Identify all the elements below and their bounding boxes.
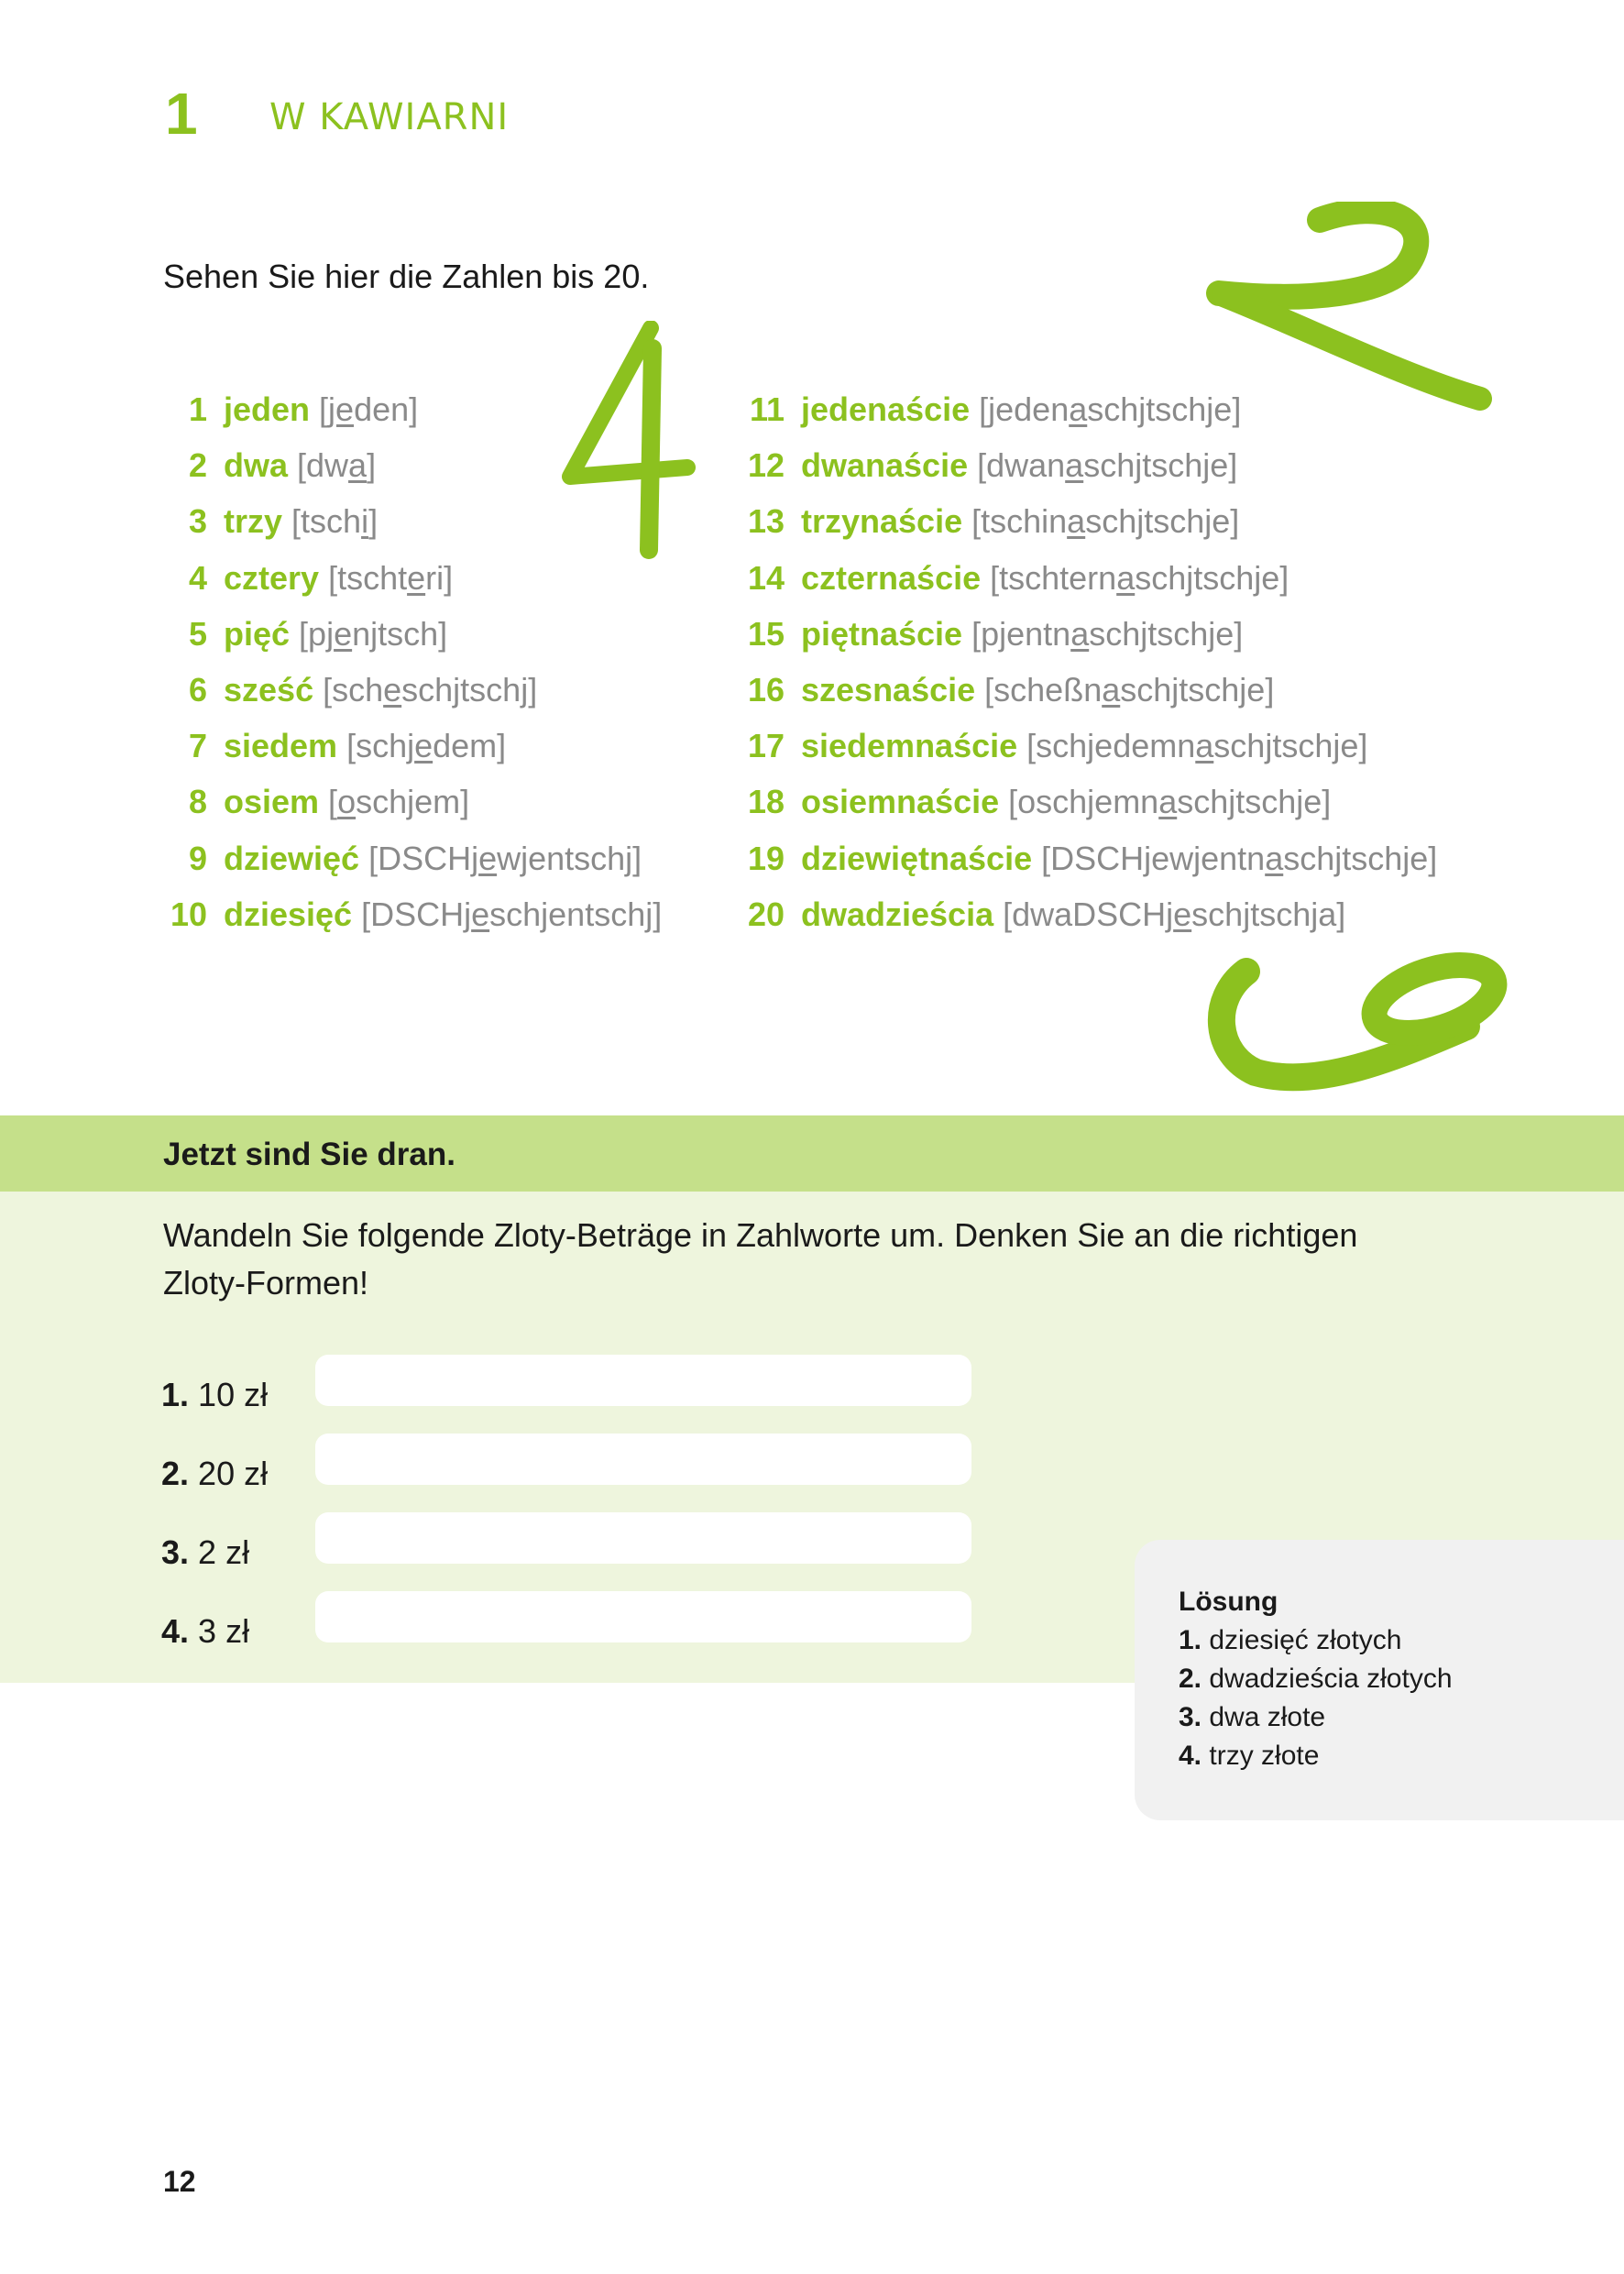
number-digit: 12 [747,446,785,485]
pronunciation-part: [ [328,783,338,821]
solution-item-number: 2. [1179,1664,1202,1694]
stressed-vowel: e [471,895,490,933]
number-digit: 9 [188,839,207,877]
number-digit: 5 [188,614,207,653]
number-digit: 11 [749,390,785,428]
pronunciation-part: schjtschje] [1087,390,1242,428]
numbers-list-1-10 [163,381,662,942]
pronunciation [990,559,1289,597]
solution-item-number: 3. [1179,1702,1202,1732]
pronunciation [323,671,537,709]
exercise-item-amount: 20 zł [198,1455,269,1492]
pronunciation [1041,840,1437,877]
number-word: dwa [224,446,289,485]
pronunciation [328,783,469,820]
chapter-title: W KAWIARNI [269,96,510,138]
pronunciation-part: [pj [299,614,335,653]
stressed-vowel: a [1116,558,1136,597]
number-row [163,437,662,493]
pronunciation-part: schjem] [356,783,470,821]
exercise-item-number: 4. [161,1612,190,1650]
pronunciation-part: [dwaDSCHj [1003,895,1174,933]
exercise-item-label [161,1454,268,1494]
number-word: cztery [224,558,320,597]
number-digit: 7 [188,727,207,765]
number-word: siedem [224,727,338,765]
number-row [163,886,662,942]
number-word: osiem [224,783,320,821]
stressed-vowel: a [348,446,368,485]
pronunciation [346,727,506,764]
number-digit: 3 [188,502,207,541]
answer-field-4[interactable] [315,1591,971,1642]
stressed-vowel: e [1173,895,1192,933]
pronunciation [361,895,662,933]
number-word: czternaście [801,558,982,597]
number-word: osiemnaście [801,783,1000,821]
solution-item-text: dwadzieścia złotych [1209,1664,1453,1694]
answer-field-3[interactable] [315,1512,971,1564]
exercise-item-number: 1. [161,1376,190,1413]
number-word: dziewięć [224,839,360,877]
number-row [163,493,662,549]
number-digit: 8 [188,783,207,821]
stressed-vowel: a [1102,670,1121,709]
number-row [163,718,662,774]
pronunciation-part: den] [354,390,419,428]
pronunciation [291,502,378,540]
stressed-vowel: a [1065,446,1084,485]
pronunciation-part: schjtschje] [1120,670,1275,709]
brush-numeral-6-decoration [1191,944,1531,1100]
number-word: jedenaście [801,390,971,428]
exercise-heading: Jetzt sind Sie dran. [163,1137,455,1172]
pronunciation-part: dem] [433,727,507,765]
solution-item [1179,1624,1401,1657]
number-word: siedemnaście [801,727,1018,765]
pronunciation [368,840,642,877]
number-digit: 15 [747,614,785,653]
pronunciation-part: [dwan [977,446,1066,485]
number-word: dziesięć [224,895,353,933]
page-number: 12 [163,2165,196,2198]
number-word: trzy [224,502,283,541]
number-digit: 19 [747,839,785,877]
number-word: jeden [224,390,311,428]
number-word: dwadzieścia [801,895,994,933]
pronunciation-part: ri] [425,558,454,597]
number-row [741,550,1437,606]
pronunciation [979,390,1241,428]
pronunciation-part: schjtschj] [401,670,538,709]
solution-item [1179,1701,1325,1734]
exercise-item-number: 3. [161,1533,190,1571]
pronunciation [1003,895,1345,933]
pronunciation-part: schjtschje] [1135,558,1289,597]
pronunciation [319,390,418,428]
pronunciation [1008,783,1331,820]
number-row [741,662,1437,718]
pronunciation [971,615,1243,653]
number-digit: 6 [188,670,207,709]
pronunciation-part: [pjentn [971,614,1071,653]
pronunciation-part: wjentschj] [497,839,642,877]
stressed-vowel: e [478,839,498,877]
stressed-vowel: a [1067,502,1086,541]
pronunciation-part: [schjedemn [1026,727,1196,765]
pronunciation [297,446,376,484]
stressed-vowel: e [407,558,426,597]
stressed-vowel: i [361,502,369,541]
exercise-item-label [161,1611,249,1652]
number-digit: 17 [747,727,785,765]
answer-field-2[interactable] [315,1434,971,1485]
numbers-list-11-20 [741,381,1437,942]
solution-item-text: dziesięć złotych [1209,1625,1402,1655]
pronunciation-part: schjtschje] [1213,727,1368,765]
number-row [163,830,662,886]
number-row [163,381,662,437]
number-digit: 13 [747,502,785,541]
pronunciation-part: schjtschje] [1083,446,1238,485]
number-word: dwanaście [801,446,969,485]
pronunciation [328,559,453,597]
solution-item-text: dwa złote [1209,1702,1326,1732]
number-row [741,437,1437,493]
stressed-vowel: a [1070,614,1090,653]
stressed-vowel: e [334,614,353,653]
pronunciation-part: schjtschja] [1191,895,1346,933]
stressed-vowel: a [1265,839,1284,877]
stressed-vowel: e [383,670,402,709]
pronunciation [971,502,1239,540]
pronunciation-part: njtsch] [352,614,448,653]
number-row [163,550,662,606]
number-digit: 1 [188,390,207,428]
pronunciation-part: [tsch [291,502,362,541]
pronunciation-part: [DSCHjewjentn [1041,839,1266,877]
number-row [741,606,1437,662]
number-row [741,774,1437,829]
pronunciation-part: schjtschje] [1089,614,1244,653]
number-row [163,662,662,718]
solution-item [1179,1740,1319,1773]
exercise-item-amount: 2 zł [198,1533,250,1571]
number-digit: 4 [188,558,207,597]
pronunciation-part: [tschin [971,502,1068,541]
answer-field-1[interactable] [315,1355,971,1406]
pronunciation-part: schjtschje] [1085,502,1240,541]
number-digit: 10 [170,895,207,933]
pronunciation-part: ] [368,502,379,541]
number-word: dziewiętnaście [801,839,1033,877]
number-word: sześć [224,670,314,709]
number-row [741,718,1437,774]
pronunciation [1026,727,1367,764]
exercise-item-amount: 10 zł [198,1376,269,1413]
number-word: piętnaście [801,614,963,653]
number-word: szesnaście [801,670,976,709]
pronunciation-part: [ [319,390,329,428]
number-digit: 16 [747,670,785,709]
stressed-vowel: e [414,727,433,765]
stressed-vowel: a [1158,783,1178,821]
solution-item-number: 4. [1179,1741,1202,1771]
solution-item [1179,1663,1453,1696]
exercise-item-amount: 3 zł [198,1612,250,1650]
number-digit: 14 [747,558,785,597]
pronunciation-part: [dw [297,446,349,485]
pronunciation-part: [schj [346,727,415,765]
exercise-item-label [161,1375,268,1415]
number-row [163,774,662,829]
number-row [741,493,1437,549]
exercise-instruction: Wandeln Sie folgende Zloty-Beträge in Zahlworte um. Denken Sie an die richtigen Zloty-Formen! [163,1216,1358,1302]
pronunciation-part: [DSCHj [361,895,472,933]
pronunciation [977,446,1237,484]
number-digit: 18 [747,783,785,821]
number-row [741,381,1437,437]
pronunciation-part: [tschtern [990,558,1117,597]
intro-text: Sehen Sie hier die Zahlen bis 20. [163,258,650,295]
pronunciation [299,615,447,653]
solution-item-number: 1. [1179,1625,1202,1655]
solution-item-text: trzy złote [1209,1741,1320,1771]
stressed-vowel: o [337,783,357,821]
pronunciation-part: [tscht [328,558,408,597]
pronunciation-part: [sch [323,670,384,709]
number-digit: 20 [747,895,785,933]
chapter-number: 1 [165,81,198,147]
number-digit: 2 [188,446,207,485]
number-row [741,886,1437,942]
exercise-item-number: 2. [161,1455,190,1492]
stressed-vowel: a [1069,390,1088,428]
number-row [741,830,1437,886]
pronunciation-part: [oschjemn [1008,783,1159,821]
number-word: trzynaście [801,502,963,541]
exercise-item-label [161,1532,249,1573]
pronunciation-part: schjtschje] [1283,839,1438,877]
stressed-vowel: je [328,390,355,428]
pronunciation-part: [jeden [979,390,1070,428]
pronunciation-part: schjentschj] [489,895,663,933]
stressed-vowel: a [1195,727,1214,765]
pronunciation-part: [DSCHj [368,839,479,877]
number-word: pięć [224,614,291,653]
number-row [163,606,662,662]
solution-title: Lösung [1179,1587,1278,1617]
pronunciation [984,671,1274,709]
pronunciation-part: [scheßn [984,670,1103,709]
pronunciation-part: ] [367,446,377,485]
pronunciation-part: schjtschje] [1177,783,1332,821]
